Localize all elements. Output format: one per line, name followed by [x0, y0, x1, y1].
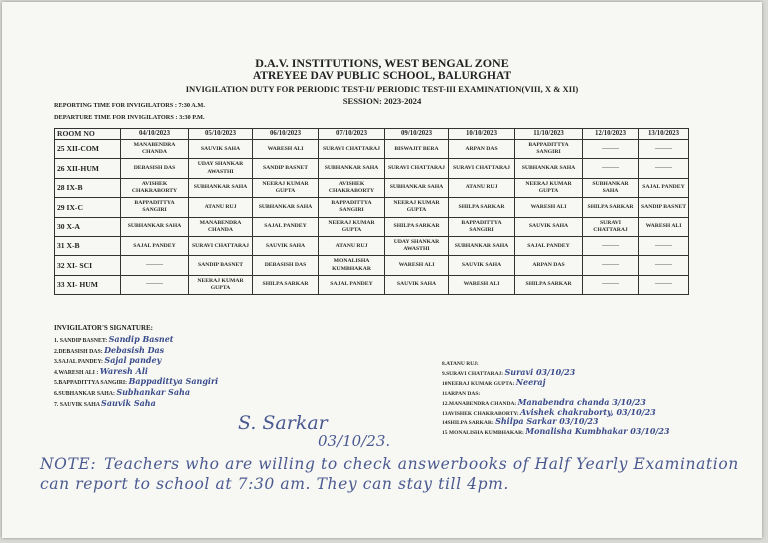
invigilator-cell: SUBHANKAR SAHA: [449, 236, 515, 255]
handwritten-signature: Bappadittya Sangiri: [128, 376, 219, 387]
room-cell: 25 XII-COM: [55, 140, 121, 159]
invigilator-cell: ———: [583, 236, 639, 255]
invigilator-cell: ———: [121, 256, 189, 275]
signature-entry: [442, 376, 669, 389]
signature-label: 7. SAUVIK SAHA: [54, 401, 100, 408]
invigilator-cell: SUBHANKAR SAHA: [515, 159, 583, 178]
signature-label: 12.MANABENDRA CHANDA:: [442, 400, 517, 407]
handwritten-signature: Sandip Basnet: [108, 334, 174, 344]
col-header: 09/10/2023: [385, 129, 449, 140]
invigilator-cell: AVISHEK CHAKRABORTY: [121, 178, 189, 197]
invigilator-cell: WARESH ALI: [515, 198, 583, 217]
handwritten-signature: Suravi 03/10/23: [504, 366, 576, 377]
signature-entry: [54, 388, 218, 399]
handwritten-signature: Waresh Ali: [99, 365, 148, 376]
signature-label: 4.WARESH ALI :: [54, 369, 99, 376]
col-header: ROOM NO: [55, 129, 121, 140]
invigilator-cell: SUBHANKAR SAHA: [583, 178, 639, 197]
signature-label: 6.SUBHANKAR SAHA:: [54, 390, 115, 397]
col-header: 12/10/2023: [583, 129, 639, 140]
invigilator-cell: ATANU RUJ: [319, 236, 385, 255]
invigilator-cell: AVISHEK CHAKRABORTY: [319, 178, 385, 197]
invigilator-cell: SURAVI CHATTARAJ: [449, 159, 515, 178]
table-header-row: [55, 129, 689, 140]
invigilator-cell: SAUVIK SAHA: [253, 236, 319, 255]
room-cell: 28 IX-B: [55, 178, 121, 197]
invigilator-cell: ARPAN DAS: [449, 140, 515, 159]
invigilator-cell: SURAVI CHATTARAJ: [189, 236, 253, 255]
note-label: NOTE:: [40, 455, 97, 473]
invigilator-cell: WARESH ALI: [449, 275, 515, 294]
invigilator-cell: WARESH ALI: [385, 256, 449, 275]
invigilator-cell: ———: [639, 236, 689, 255]
invigilator-cell: SAUVIK SAHA: [189, 140, 253, 159]
invigilator-cell: NEERAJ KUMAR GUPTA: [385, 198, 449, 217]
signature-label: 3.SAJAL PANDEY:: [54, 359, 103, 366]
handwritten-signature: Neeraj: [515, 376, 546, 387]
col-header: 05/10/2023: [189, 129, 253, 140]
signature-entry: [54, 335, 218, 346]
invigilator-cell: SAJAL PANDEY: [639, 178, 689, 197]
handwritten-signature: Monalisha Kumbhakar 03/10/23: [525, 426, 670, 437]
invigilator-cell: UDAY SHANKAR AWASTHI: [385, 236, 449, 255]
invigilator-cell: SUBHANKAR SAHA: [253, 198, 319, 217]
invigilator-cell: BAPPADITTYA SANGIRI: [449, 217, 515, 236]
invigilator-cell: SHILPA SARKAR: [449, 198, 515, 217]
invigilator-cell: ———: [639, 256, 689, 275]
invigilator-cell: MONALISHA KUMBHAKAR: [319, 256, 385, 275]
room-cell: 31 X-B: [55, 236, 121, 255]
table-row: [55, 275, 689, 294]
invigilator-cell: SHILPA SARKAR: [385, 217, 449, 236]
invigilator-cell: BISWAJIT BERA: [385, 140, 449, 159]
invigilator-cell: DEBASISH DAS: [121, 159, 189, 178]
signature-title: INVIGILATOR'S SIGNATURE:: [54, 324, 153, 332]
authority-signature: S. Sarkar: [238, 412, 328, 434]
header-session: SESSION: 2023-2024: [342, 96, 422, 106]
handwritten-signature: Shilpa Sarkar 03/10/23: [495, 416, 599, 427]
invigilator-cell: SAUVIK SAHA: [515, 217, 583, 236]
table-row: [55, 178, 689, 197]
handwritten-signature: Avishek chakraborty, 03/10/23: [520, 406, 656, 417]
signature-label: 15 MONALISHA KUMBHAKAR:: [442, 430, 524, 437]
invigilation-table: [54, 128, 689, 295]
room-cell: 32 XI- SCI: [55, 256, 121, 275]
signature-label: 11ARPAN DAS:: [442, 390, 481, 397]
invigilator-cell: ———: [639, 140, 689, 159]
invigilator-cell: MANABENDRA CHANDA: [189, 217, 253, 236]
room-cell: 26 XII-HUM: [55, 159, 121, 178]
invigilator-cell: SUBHANKAR SAHA: [319, 159, 385, 178]
invigilator-cell: SANDIP BASNET: [189, 256, 253, 275]
table-row: [55, 140, 689, 159]
header-line-1: D.A.V. INSTITUTIONS, WEST BENGAL ZONE: [255, 56, 509, 70]
room-cell: 33 XI- HUM: [55, 275, 121, 294]
invigilator-cell: SAJAL PANDEY: [515, 236, 583, 255]
handwritten-note: [40, 454, 750, 494]
col-header: 06/10/2023: [253, 129, 319, 140]
invigilator-cell: SUBHANKAR SAHA: [189, 178, 253, 197]
signature-entry: [54, 399, 218, 410]
handwritten-signature: Debasish Das: [104, 344, 165, 355]
invigilator-cell: ———: [639, 159, 689, 178]
invigilator-cell: SANDIP BASNET: [253, 159, 319, 178]
signature-label: 8.ATANU RUJ:: [442, 361, 479, 367]
signature-label: 5.BAPPADITTYA SANGIRI:: [54, 380, 128, 387]
header-line-3: INVIGILATION DUTY FOR PERIODIC TEST-II/ PERIODIC TEST-III EXAMINATION(VIII, X & XII): [185, 84, 579, 94]
table-row: [55, 198, 689, 217]
signature-entry: [442, 366, 669, 379]
signature-label: 2.DEBASISH DAS:: [54, 348, 103, 355]
signature-label: 9.SURAVI CHATTARAJ:: [442, 370, 504, 377]
document-page: [2, 2, 762, 538]
invigilator-cell: ATANU RUJ: [189, 198, 253, 217]
invigilator-cell: BAPPADITTYA SANGIRI: [319, 198, 385, 217]
signature-label: 14SHILPA SARKAR:: [442, 420, 494, 427]
invigilator-cell: ———: [639, 275, 689, 294]
invigilator-cell: ———: [583, 256, 639, 275]
signature-list-left: [54, 335, 218, 409]
table-body: [55, 140, 689, 295]
invigilator-cell: ———: [583, 159, 639, 178]
invigilator-cell: WARESH ALI: [639, 217, 689, 236]
invigilator-cell: SAJAL PANDEY: [319, 275, 385, 294]
invigilator-cell: BAPPADITTYA SANGIRI: [515, 140, 583, 159]
invigilator-cell: NEERAJ KUMAR GUPTA: [515, 178, 583, 197]
invigilator-cell: DEBASISH DAS: [253, 256, 319, 275]
invigilator-cell: SAUVIK SAHA: [385, 275, 449, 294]
invigilator-cell: SURAVI CHATTARAJ: [385, 159, 449, 178]
handwritten-signature: Subhankar Saha: [116, 386, 191, 397]
room-cell: 30 X-A: [55, 217, 121, 236]
invigilator-cell: ———: [121, 275, 189, 294]
invigilator-cell: NEERAJ KUMAR GUPTA: [189, 275, 253, 294]
table-row: [55, 256, 689, 275]
invigilator-cell: SAJAL PANDEY: [253, 217, 319, 236]
invigilator-cell: NEERAJ KUMAR GUPTA: [253, 178, 319, 197]
table-row: [55, 217, 689, 236]
invigilator-cell: MANABENDRA CHANDA: [121, 140, 189, 159]
handwritten-signature: Sauvik Saha: [101, 397, 156, 408]
reporting-time: REPORTING TIME FOR INVIGILATORS : 7:30 A.M.: [54, 102, 205, 109]
departure-time: DEPARTURE TIME FOR INVIGILATORS : 3:30 P.M.: [54, 114, 205, 121]
table-row: [55, 159, 689, 178]
invigilator-cell: BAPPADITTYA SANGIRI: [121, 198, 189, 217]
signature-label: 10NEERAJ KUMAR GUPTA:: [442, 380, 515, 387]
invigilator-cell: ATANU RUJ: [449, 178, 515, 197]
col-header: 07/10/2023: [319, 129, 385, 140]
col-header: 11/10/2023: [515, 129, 583, 140]
signature-list-right: [442, 359, 669, 438]
invigilator-cell: SURAVI CHATTARAJ: [319, 140, 385, 159]
invigilator-cell: NEERAJ KUMAR GUPTA: [319, 217, 385, 236]
invigilator-cell: SHILPA SARKAR: [515, 275, 583, 294]
authority-date: 03/10/23.: [318, 432, 391, 450]
signature-label: 13AVISHEK CHAKRABORTY:: [442, 410, 519, 417]
header-line-2: ATREYEE DAV PUBLIC SCHOOL, BALURGHAT: [252, 70, 512, 82]
signature-entry: [442, 428, 669, 438]
handwritten-signature: Manabendra chanda 3/10/23: [517, 396, 646, 407]
invigilator-cell: SAJAL PANDEY: [121, 236, 189, 255]
invigilator-cell: SAUVIK SAHA: [449, 256, 515, 275]
invigilator-cell: ———: [583, 140, 639, 159]
col-header: 04/10/2023: [121, 129, 189, 140]
invigilator-cell: SUBHANKAR SAHA: [385, 178, 449, 197]
invigilator-cell: SANDIP BASNET: [639, 198, 689, 217]
invigilator-cell: WARESH ALI: [253, 140, 319, 159]
handwritten-signature: Sajal pandey: [104, 355, 162, 366]
invigilator-cell: SUBHANKAR SAHA: [121, 217, 189, 236]
note-text: Teachers who are willing to check answerbooks of Half Yearly Examination can report to school at 7:30 am. They can stay till 4pm.: [40, 455, 739, 493]
invigilator-cell: SHILPA SARKAR: [253, 275, 319, 294]
invigilator-cell: SURAVI CHATTARAJ: [583, 217, 639, 236]
invigilator-cell: ———: [583, 275, 639, 294]
invigilator-cell: ARPAN DAS: [515, 256, 583, 275]
room-cell: 29 IX-C: [55, 198, 121, 217]
col-header: 13/10/2023: [639, 129, 689, 140]
col-header: 10/10/2023: [449, 129, 515, 140]
table-row: [55, 236, 689, 255]
invigilator-cell: UDAY SHANKAR AWASTHI: [189, 159, 253, 178]
signature-label: 1. SANDIP BASNET:: [54, 338, 108, 344]
invigilator-cell: SHILPA SARKAR: [583, 198, 639, 217]
